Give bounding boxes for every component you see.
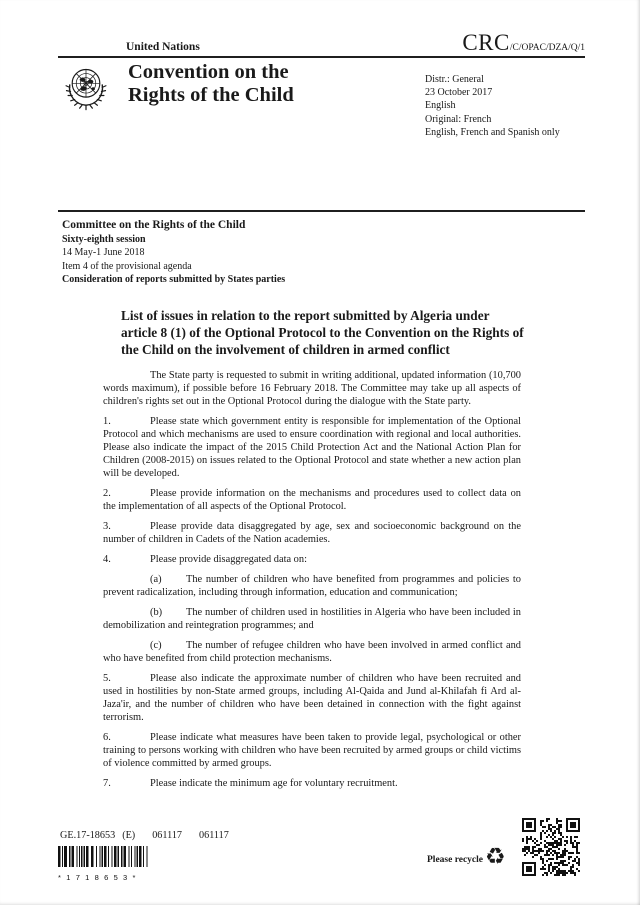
paragraph-text: The number of refugee children who have been involved in armed conflict and who have benefited from child protection mechanisms. (103, 640, 521, 664)
paragraph-number: 3. (103, 521, 111, 532)
document-symbol-main: CRC (462, 30, 510, 55)
document-title: List of issues in relation to the report submitted by Algeria under article 8 (1) of the Optional Protocol to the Convention on the Rights of the Child on the involvement of children in armed conflict (121, 308, 524, 357)
paragraph-text: Please indicate what measures have been taken to provide legal, psychological or other training to persons working with children who have been recruited by armed groups or child victims of violence committed by armed groups. (103, 732, 521, 769)
issue-code-1: 061117 (152, 830, 183, 841)
paragraph-text: Please indicate the minimum age for voluntary recruitment. (150, 778, 398, 789)
page-header (58, 30, 585, 56)
document-symbol (462, 30, 585, 56)
paragraph-7 (103, 777, 521, 790)
paragraph-3 (103, 520, 521, 546)
un-emblem-icon (60, 63, 112, 115)
recycle-label: Please recycle (427, 854, 483, 865)
section-divider (58, 210, 585, 212)
document-symbol-suffix: /C/OPAC/DZA/Q/1 (509, 43, 585, 53)
barcode (58, 846, 150, 882)
paragraph-number: 6. (103, 732, 111, 743)
committee-name: Committee on the Rights of the Child (62, 219, 246, 231)
language-line: English (425, 100, 456, 112)
date-line: 23 October 2017 (425, 87, 493, 99)
session-block (62, 219, 285, 286)
intro-paragraph: The State party is requested to submit in writing additional, updated information (10,700 words maximum), if possible before 16 February 2018. The Committee may take up all aspects of children's rights set out in the Optional Protocol during the dialogue with the State party. (103, 370, 521, 407)
publication-title-line2: Rights of the Child (128, 84, 294, 106)
language-code: (E) (122, 830, 136, 841)
subparagraph-label: (a) (150, 574, 162, 585)
paragraph-text: Please state which government entity is responsible for implementation of the Optional Protocol and which mechanisms are used to ensure coordination with regional and local authorities. Please also indicate the impact of the 2015 Child Protection Act and the National Action Plan for Children (2008-2015) on issues related to the Optional Protocol and state whether a new action plan will be developed. (103, 416, 521, 479)
subparagraph-label: (b) (150, 607, 163, 618)
header-divider (58, 56, 585, 58)
barcode-text: *1718653* (58, 873, 141, 882)
subparagraph-label: (c) (150, 640, 162, 651)
distribution-block (425, 73, 560, 139)
recycle-note (427, 844, 506, 871)
publication-title (128, 61, 294, 107)
original-language-line: Original: French (425, 113, 492, 125)
paragraph-text: The number of children used in hostilities in Algeria who have been included in demobilization and reintegration programmes; and (103, 607, 521, 631)
session-dates: 14 May-1 June 2018 (62, 247, 145, 259)
paragraph-1 (103, 415, 521, 480)
languages-note-line: English, French and Spanish only (425, 126, 560, 138)
barcode-bars (58, 846, 150, 867)
paragraph-number: 2. (103, 488, 111, 499)
agenda-item: Item 4 of the provisional agenda (62, 260, 192, 272)
subparagraph-b (103, 606, 521, 632)
recycle-icon: ♻ (485, 844, 506, 869)
subparagraph-a (103, 573, 521, 599)
paragraph-text: Please provide data disaggregated by age, sex and socioeconomic background on the number of children in Cadets of the Nation academies. (103, 521, 521, 545)
org-name: United Nations (126, 41, 200, 53)
issue-code-2: 061117 (199, 830, 229, 841)
subparagraph-c (103, 639, 521, 665)
paragraph-2 (103, 487, 521, 513)
paragraph-number: 5. (103, 673, 111, 684)
distr-line: Distr.: General (425, 74, 484, 85)
paragraph-number: 4. (103, 554, 111, 565)
paragraph-text: Please provide disaggregated data on: (150, 554, 307, 565)
session-number: Sixty-eighth session (62, 234, 146, 246)
ge-number: GE.17-18653 (60, 830, 116, 841)
paragraph-6 (103, 731, 521, 770)
paragraph-4 (103, 553, 521, 566)
paragraph-text: Please also indicate the approximate number of children who have been recruited and used in hostilities by non-State armed groups, including Al-Qaida and Jund al-Khilafah fi Ard al-Jaza'ir, and the number of children who have been detained in connection with the fight against terrorism. (103, 673, 521, 723)
paragraph-5 (103, 672, 521, 724)
paragraph-number: 1. (103, 416, 111, 427)
publication-title-line1: Convention on the (128, 61, 289, 83)
qr-code (522, 818, 580, 876)
paragraph-text: Please provide information on the mechanisms and procedures used to collect data on the implementation of all aspects of the Optional Protocol. (103, 488, 521, 512)
agenda-consideration: Consideration of reports submitted by States parties (62, 273, 286, 285)
paragraph-text: The number of children who have benefited from programmes and policies to prevent radicalization, including through information, education and communication; (103, 574, 521, 598)
document-body (103, 307, 524, 797)
footer-reference-line (60, 830, 229, 841)
paragraph-number: 7. (103, 778, 111, 789)
